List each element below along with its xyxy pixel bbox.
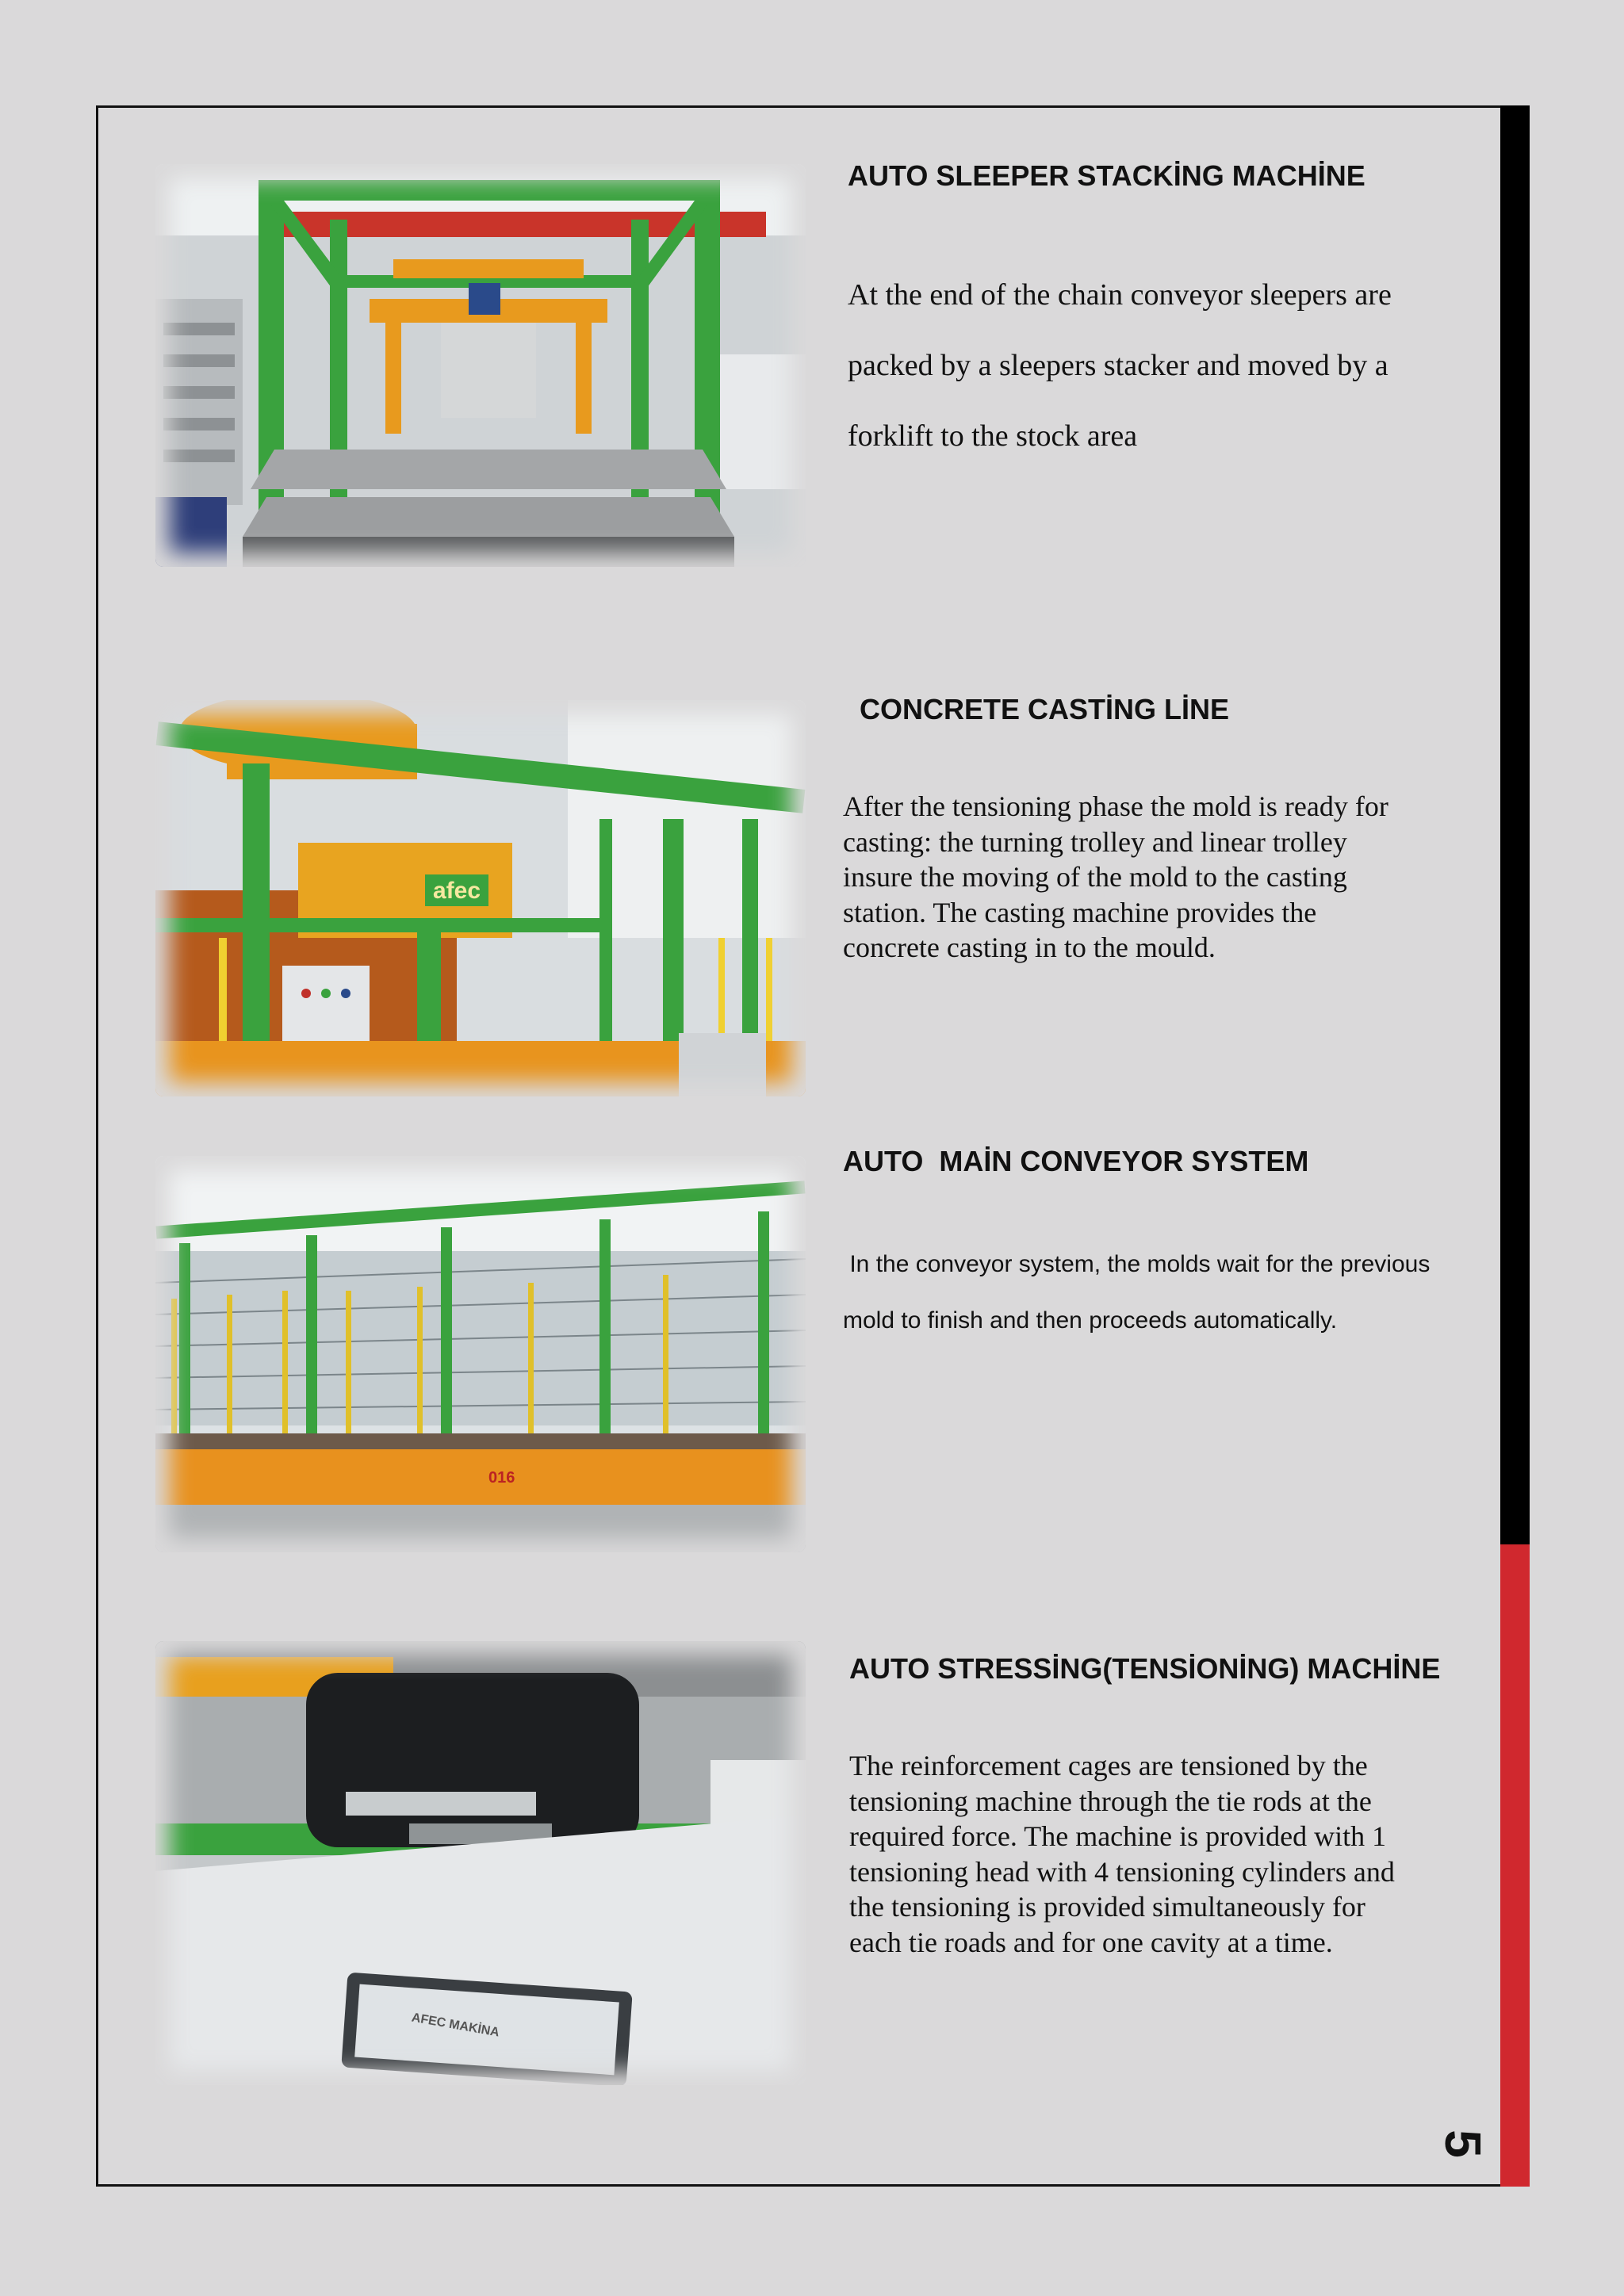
text-line: station. The casting machine provides the — [843, 896, 1317, 928]
main-conveyor-system-photo — [155, 1156, 806, 1552]
side-bar-red — [1500, 1544, 1530, 2187]
text-line: After the tensioning phase the mold is ready for — [843, 790, 1388, 822]
conveyor-marking: 016 — [488, 1469, 515, 1487]
section-text-concrete-casting — [843, 789, 1388, 966]
section-text-main-conveyor — [843, 1236, 1430, 1349]
text-line: required force. The machine is provided with 1 — [849, 1820, 1387, 1852]
side-bar-black — [1500, 105, 1530, 1544]
section-title-stressing-machine: AUTO STRESSİNG(TENSİONİNG) MACHİNE — [849, 1652, 1441, 1685]
text-line: insure the moving of the mold to the casting — [843, 861, 1347, 893]
stressing-tensioning-machine-photo — [155, 1641, 806, 2085]
afec-makina-screen-logo: AFEC MAKİNA — [410, 2011, 500, 2040]
text-line: the tensioning is provided simultaneously for — [849, 1891, 1365, 1923]
text-line: casting: the turning trolley and linear trolley — [843, 825, 1347, 858]
text-line: each tie roads and for one cavity at a time. — [849, 1926, 1333, 1958]
text-line: In the conveyor system, the molds wait for the previous — [843, 1251, 1431, 1277]
section-title-sleeper-stacking: AUTO SLEEPER STACKİNG MACHİNE — [848, 159, 1365, 192]
text-line: At the end of the chain conveyor sleepers are — [848, 278, 1392, 312]
section-title-concrete-casting: CONCRETE CASTİNG LİNE — [860, 693, 1230, 725]
section-text-sleeper-stacking — [848, 260, 1392, 472]
concrete-casting-line-photo — [155, 700, 806, 1096]
text-line: tensioning machine through the tie rods at the — [849, 1785, 1372, 1817]
text-line: mold to finish and then proceeds automatically. — [843, 1307, 1338, 1334]
page-number: 5 — [1434, 2130, 1492, 2158]
text-line: forklift to the stock area — [848, 419, 1138, 453]
afec-logo: afec — [433, 878, 481, 904]
section-title-main-conveyor: AUTO MAİN CONVEYOR SYSTEM — [843, 1145, 1309, 1177]
text-line: The reinforcement cages are tensioned by the — [849, 1750, 1368, 1781]
sleeper-stacking-machine-photo — [155, 164, 806, 567]
text-line: tensioning head with 4 tensioning cylinders and — [849, 1855, 1395, 1888]
section-text-stressing-machine — [849, 1748, 1395, 1960]
text-line: concrete casting in to the mould. — [843, 932, 1216, 963]
text-line: packed by a sleepers stacker and moved by a — [848, 349, 1388, 382]
